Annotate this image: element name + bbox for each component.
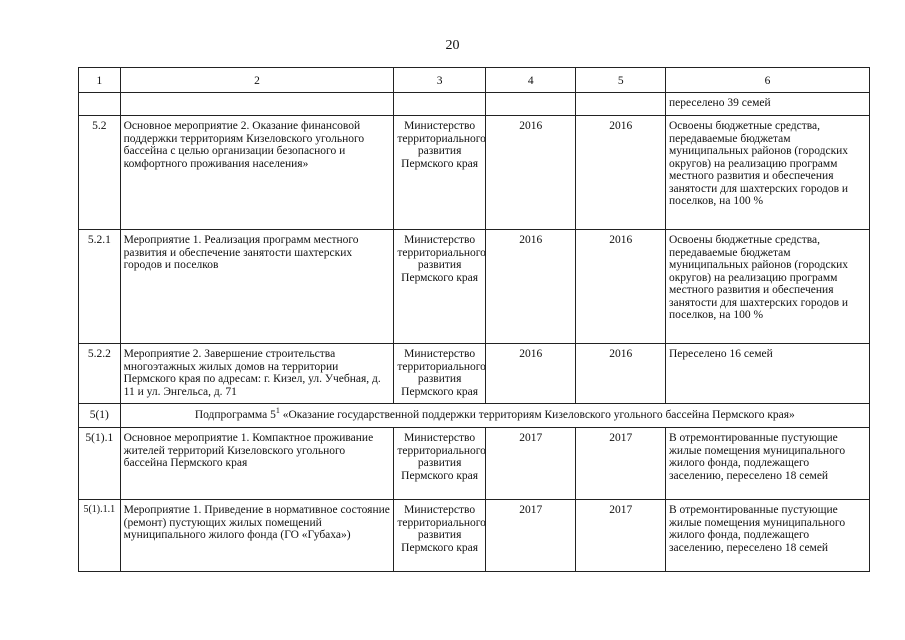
row-number: 5.2.2 [79,344,121,404]
page-number: 20 [445,38,460,53]
end-year: 2016 [576,344,666,404]
activity-title: Мероприятие 1. Реализация программ местного развития и обеспечение занятости шахтерских городов и поселков [120,230,394,344]
table-row [79,116,870,230]
executor: Министерство территориального развития Пермского края [394,428,486,500]
header-col-3: 3 [394,68,486,93]
header-col-1: 1 [79,68,121,93]
executor: Министерство территориального развития Пермского края [394,116,486,230]
result-cell: Освоены бюджетные средства, передаваемые бюджетам муниципальных районов (городских округов) на реализацию программ местного развития и обеспечения занятости для шахтерских городов и поселков, на 100 % [665,230,869,344]
executor: Министерство территориального развития Пермского края [394,344,486,404]
row-number: 5(1).1 [79,428,121,500]
table-row [79,500,870,572]
header-col-2: 2 [120,68,394,93]
row-number: 5(1).1.1 [79,500,121,572]
result-cell: Переселено 16 семей [665,344,869,404]
result-cell: В отремонтированные пустующие жилые помещения муниципального жилого фонда, подлежащего заселению, переселено 18 семей [665,500,869,572]
activity-title: Мероприятие 1. Приведение в нормативное состояние (ремонт) пустующих жилых помещений муниципального жилого фонда (ГО «Губаха») [120,500,394,572]
end-year: 2016 [576,116,666,230]
start-year: 2017 [485,500,576,572]
plan-table [78,67,870,572]
row-number: 5.2 [79,116,121,230]
start-year: 2016 [485,230,576,344]
activity-title: Основное мероприятие 2. Оказание финансовой поддержки территориям Кизеловского угольного бассейна с целью организации безопасного и комфортного проживания населения» [120,116,394,230]
executor: Министерство территориального развития Пермского края [394,500,486,572]
activity-title: Мероприятие 2. Завершение строительства многоэтажных жилых домов на территории Пермского края по адресам: г. Кизел, ул. Учебная, д. 11 и ул. Энгельса, д. 71 [120,344,394,404]
table-row [79,230,870,344]
activity-title: Основное мероприятие 1. Компактное проживание жителей территорий Кизеловского угольного бассейна Пермского края [120,428,394,500]
continuation-row [79,93,870,116]
subprogram-title: Подпрограмма $5^1$ «Оказание государственной поддержки территориям Кизеловского угольного бассейна Пермского края» [120,404,869,428]
subprogram-row [79,404,870,428]
start-year: 2016 [485,344,576,404]
result-cell: Освоены бюджетные средства, передаваемые бюджетам муниципальных районов (городских округов) на реализацию программ местного развития и обеспечения занятости для шахтерских городов и поселков, на 100 % [665,116,869,230]
header-col-4: 4 [485,68,576,93]
end-year: 2017 [576,500,666,572]
start-year: 2016 [485,116,576,230]
subprogram-number: 5(1) [79,404,121,428]
header-col-6: 6 [665,68,869,93]
result-cell: переселено 39 семей [665,93,869,116]
table-row [79,344,870,404]
result-cell: В отремонтированные пустующие жилые помещения муниципального жилого фонда, подлежащего заселению, переселено 18 семей [665,428,869,500]
start-year: 2017 [485,428,576,500]
end-year: 2016 [576,230,666,344]
row-number: 5.2.1 [79,230,121,344]
header-col-5: 5 [576,68,666,93]
header-row [79,68,870,93]
table-row [79,428,870,500]
executor: Министерство территориального развития Пермского края [394,230,486,344]
end-year: 2017 [576,428,666,500]
